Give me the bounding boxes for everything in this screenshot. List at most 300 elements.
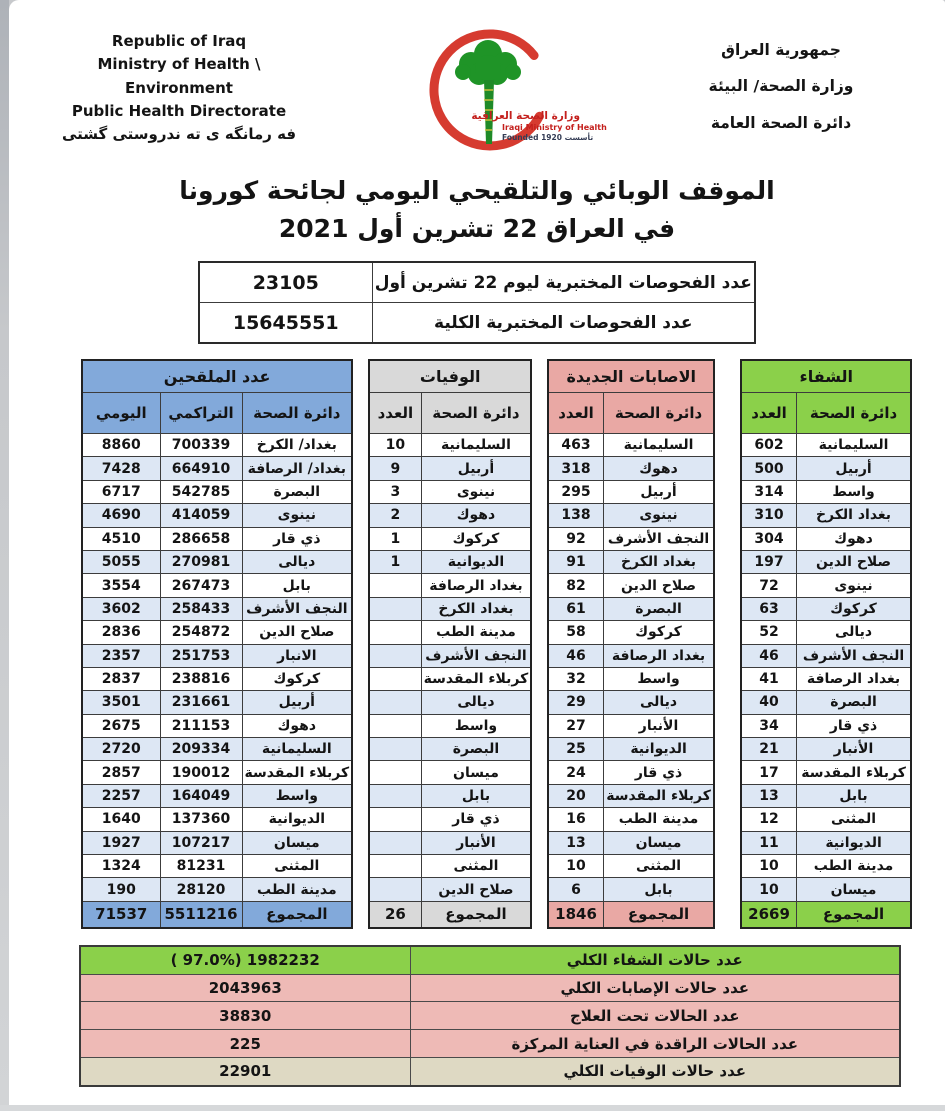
total-count-cell: 5511216 bbox=[160, 901, 242, 928]
daily-tests-value: 23105 bbox=[199, 262, 372, 303]
count-cell: 13 bbox=[741, 784, 796, 807]
table-row bbox=[82, 761, 352, 784]
governorate-cell: كركوك bbox=[421, 527, 531, 550]
governorate-cell: أربيل bbox=[421, 457, 531, 480]
governorate-cell: أربيل bbox=[796, 457, 911, 480]
count-cell: 2 bbox=[369, 504, 421, 527]
governorate-cell: المثنى bbox=[796, 808, 911, 831]
table-title: الاصابات الجديدة bbox=[548, 360, 714, 393]
summary-label-cell: عدد الحالات الراقدة في العناية المركزة bbox=[410, 1030, 900, 1058]
table-row bbox=[548, 574, 714, 597]
table-row bbox=[741, 691, 911, 714]
count-cell bbox=[369, 855, 421, 878]
governorate-cell: ميسان bbox=[603, 831, 714, 854]
count-cell: 1927 bbox=[82, 831, 160, 854]
total-count-cell: 26 bbox=[369, 901, 421, 928]
table-row bbox=[82, 434, 352, 457]
column-header: دائرة الصحة bbox=[242, 393, 352, 434]
summary-value-cell: 225 bbox=[80, 1030, 410, 1058]
count-cell: 25 bbox=[548, 738, 603, 761]
count-cell: 72 bbox=[741, 574, 796, 597]
governorate-cell: صلاح الدين bbox=[796, 550, 911, 573]
table-row bbox=[369, 621, 531, 644]
table-row bbox=[548, 597, 714, 620]
count-cell: 251753 bbox=[160, 644, 242, 667]
header-arabic-block bbox=[675, 32, 887, 141]
table-row bbox=[741, 878, 911, 901]
summary-label-cell: عدد حالات الوفيات الكلي bbox=[410, 1058, 900, 1086]
table-row bbox=[82, 457, 352, 480]
table-title-row bbox=[82, 360, 352, 393]
table-row bbox=[548, 527, 714, 550]
table-row bbox=[548, 738, 714, 761]
table-row bbox=[548, 855, 714, 878]
governorate-cell: دهوك bbox=[421, 504, 531, 527]
summary-value-cell: 38830 bbox=[80, 1002, 410, 1030]
governorate-cell: نينوى bbox=[242, 504, 352, 527]
new-cases-table bbox=[547, 359, 715, 929]
count-cell: 137360 bbox=[160, 808, 242, 831]
summary-row bbox=[80, 1058, 900, 1086]
summary-value-cell: 22901 bbox=[80, 1058, 410, 1086]
count-cell: 58 bbox=[548, 621, 603, 644]
table-row bbox=[741, 714, 911, 737]
governorate-tables bbox=[81, 359, 945, 929]
table-row bbox=[82, 831, 352, 854]
governorate-cell: كركوك bbox=[242, 667, 352, 690]
table-row bbox=[82, 550, 352, 573]
report-page bbox=[9, 0, 945, 1105]
table-row bbox=[369, 550, 531, 573]
table-row bbox=[741, 597, 911, 620]
governorate-cell: كربلاء المقدسة bbox=[603, 784, 714, 807]
count-cell bbox=[369, 761, 421, 784]
governorate-cell: بابل bbox=[421, 784, 531, 807]
count-cell: 310 bbox=[741, 504, 796, 527]
table-row bbox=[82, 691, 352, 714]
table-row bbox=[548, 434, 714, 457]
count-cell bbox=[369, 784, 421, 807]
count-cell: 138 bbox=[548, 504, 603, 527]
governorate-cell: ديالى bbox=[242, 550, 352, 573]
table-header-row bbox=[548, 393, 714, 434]
governorate-cell: النجف الأشرف bbox=[603, 527, 714, 550]
governorate-cell: بغداد/ الرصافة bbox=[242, 457, 352, 480]
governorate-cell: ديالى bbox=[796, 621, 911, 644]
count-cell: 4690 bbox=[82, 504, 160, 527]
governorate-cell: أربيل bbox=[603, 480, 714, 503]
governorate-cell: دهوك bbox=[242, 714, 352, 737]
governorate-cell: بابل bbox=[242, 574, 352, 597]
count-cell: 40 bbox=[741, 691, 796, 714]
count-cell: 2837 bbox=[82, 667, 160, 690]
governorate-cell: ميسان bbox=[421, 761, 531, 784]
table-row bbox=[741, 504, 911, 527]
logo-founded: Founded 1920 تأسست bbox=[502, 133, 594, 143]
governorate-cell: بغداد الكرخ bbox=[603, 550, 714, 573]
table-row bbox=[199, 262, 755, 303]
governorate-cell: بغداد/ الكرخ bbox=[242, 434, 352, 457]
count-cell: 24 bbox=[548, 761, 603, 784]
governorate-cell: كربلاء المقدسة bbox=[242, 761, 352, 784]
governorate-cell: البصرة bbox=[242, 480, 352, 503]
table-row bbox=[369, 761, 531, 784]
count-cell: 2257 bbox=[82, 784, 160, 807]
table-row bbox=[741, 434, 911, 457]
summary-label-cell: عدد حالات الإصابات الكلي bbox=[410, 974, 900, 1002]
table-header-row bbox=[369, 393, 531, 434]
count-cell: 542785 bbox=[160, 480, 242, 503]
governorate-cell: بابل bbox=[603, 878, 714, 901]
count-cell: 2836 bbox=[82, 621, 160, 644]
governorate-cell: مدينة الطب bbox=[603, 808, 714, 831]
governorate-cell: صلاح الدين bbox=[242, 621, 352, 644]
total-count-cell: 2669 bbox=[741, 901, 796, 928]
count-cell: 28120 bbox=[160, 878, 242, 901]
table-row bbox=[369, 574, 531, 597]
total-tests-value: 15645551 bbox=[199, 303, 372, 344]
governorate-cell: البصرة bbox=[796, 691, 911, 714]
governorate-cell: النجف الأشرف bbox=[796, 644, 911, 667]
summary-value-cell: 2043963 bbox=[80, 974, 410, 1002]
table-row bbox=[548, 550, 714, 573]
page-header bbox=[9, 0, 945, 166]
table-row bbox=[548, 504, 714, 527]
count-cell: 664910 bbox=[160, 457, 242, 480]
count-cell: 92 bbox=[548, 527, 603, 550]
count-cell bbox=[369, 878, 421, 901]
governorate-cell: بغداد الرصافة bbox=[421, 574, 531, 597]
count-cell bbox=[369, 738, 421, 761]
count-cell: 197 bbox=[741, 550, 796, 573]
table-total-row bbox=[548, 901, 714, 928]
table-row bbox=[82, 504, 352, 527]
column-header: دائرة الصحة bbox=[421, 393, 531, 434]
count-cell: 258433 bbox=[160, 597, 242, 620]
table-row bbox=[369, 784, 531, 807]
governorate-cell: كركوك bbox=[603, 621, 714, 644]
table-row bbox=[741, 667, 911, 690]
table-row bbox=[82, 784, 352, 807]
count-cell: 52 bbox=[741, 621, 796, 644]
table-title: الشفاء bbox=[741, 360, 911, 393]
logo-arabic-name: وزارة الصحة العراقية bbox=[471, 110, 580, 122]
table-header-row bbox=[82, 393, 352, 434]
count-cell: 238816 bbox=[160, 667, 242, 690]
table-title: عدد الملقحين bbox=[82, 360, 352, 393]
governorate-cell: المثنى bbox=[421, 855, 531, 878]
table-row bbox=[548, 480, 714, 503]
table-total-row bbox=[82, 901, 352, 928]
logo-english-name: Iraqi Ministry of Health bbox=[502, 123, 607, 133]
count-cell: 3602 bbox=[82, 597, 160, 620]
table-row bbox=[548, 831, 714, 854]
count-cell: 318 bbox=[548, 457, 603, 480]
crescent-palm-icon bbox=[408, 24, 607, 166]
count-cell: 20 bbox=[548, 784, 603, 807]
count-cell: 3 bbox=[369, 480, 421, 503]
count-cell bbox=[369, 574, 421, 597]
count-cell: 700339 bbox=[160, 434, 242, 457]
count-cell: 29 bbox=[548, 691, 603, 714]
governorate-cell: ديالى bbox=[421, 691, 531, 714]
governorate-cell: بابل bbox=[796, 784, 911, 807]
table-row bbox=[369, 597, 531, 620]
column-header: اليومي bbox=[82, 393, 160, 434]
table-row bbox=[369, 457, 531, 480]
count-cell: 2857 bbox=[82, 761, 160, 784]
table-total-row bbox=[741, 901, 911, 928]
totals-summary-table bbox=[79, 945, 901, 1087]
table-row bbox=[548, 761, 714, 784]
governorate-cell: السليمانية bbox=[603, 434, 714, 457]
count-cell: 91 bbox=[548, 550, 603, 573]
governorate-cell: بغداد الرصافة bbox=[796, 667, 911, 690]
count-cell: 2720 bbox=[82, 738, 160, 761]
governorate-cell: الديوانية bbox=[242, 808, 352, 831]
table-row bbox=[741, 761, 911, 784]
table-row bbox=[199, 303, 755, 344]
governorate-cell: الأنبار bbox=[421, 831, 531, 854]
governorate-cell: المثنى bbox=[242, 855, 352, 878]
governorate-cell: البصرة bbox=[421, 738, 531, 761]
governorate-cell: واسط bbox=[603, 667, 714, 690]
count-cell: 500 bbox=[741, 457, 796, 480]
count-cell: 164049 bbox=[160, 784, 242, 807]
count-cell: 6717 bbox=[82, 480, 160, 503]
table-row bbox=[369, 808, 531, 831]
governorate-cell: ذي قار bbox=[242, 527, 352, 550]
count-cell: 190 bbox=[82, 878, 160, 901]
count-cell: 314 bbox=[741, 480, 796, 503]
header-ar-line1: جمهورية العراق bbox=[721, 41, 841, 59]
table-row bbox=[741, 480, 911, 503]
header-ar-line3: دائرة الصحة العامة bbox=[710, 113, 852, 132]
count-cell: 295 bbox=[548, 480, 603, 503]
deaths-table bbox=[368, 359, 532, 929]
total-tests-label: عدد الفحوصات المختبرية الكلية bbox=[372, 303, 755, 344]
governorate-cell: دهوك bbox=[796, 527, 911, 550]
table-header-row bbox=[741, 393, 911, 434]
lab-tests-table bbox=[198, 261, 756, 344]
count-cell: 41 bbox=[741, 667, 796, 690]
count-cell: 10 bbox=[741, 878, 796, 901]
table-row bbox=[548, 667, 714, 690]
count-cell: 82 bbox=[548, 574, 603, 597]
count-cell: 10 bbox=[369, 434, 421, 457]
table-row bbox=[82, 855, 352, 878]
column-header: دائرة الصحة bbox=[796, 393, 911, 434]
governorate-cell: النجف الأشرف bbox=[242, 597, 352, 620]
governorate-cell: الديوانية bbox=[603, 738, 714, 761]
governorate-cell: أربيل bbox=[242, 691, 352, 714]
governorate-cell: مدينة الطب bbox=[421, 621, 531, 644]
count-cell: 190012 bbox=[160, 761, 242, 784]
summary-row bbox=[80, 1002, 900, 1030]
total-label-cell: المجموع bbox=[421, 901, 531, 928]
governorate-cell: ميسان bbox=[796, 878, 911, 901]
table-row bbox=[82, 738, 352, 761]
table-row bbox=[369, 855, 531, 878]
table-title: الوفيات bbox=[369, 360, 531, 393]
count-cell bbox=[369, 667, 421, 690]
governorate-cell: كركوك bbox=[796, 597, 911, 620]
count-cell: 46 bbox=[741, 644, 796, 667]
header-en-line2: Ministry of Health \ Environment bbox=[97, 55, 261, 97]
count-cell: 209334 bbox=[160, 738, 242, 761]
count-cell: 9 bbox=[369, 457, 421, 480]
total-label-cell: المجموع bbox=[796, 901, 911, 928]
vaccinated-table bbox=[81, 359, 353, 929]
table-row bbox=[548, 621, 714, 644]
count-cell: 21 bbox=[741, 738, 796, 761]
count-cell: 1 bbox=[369, 527, 421, 550]
governorate-cell: النجف الأشرف bbox=[421, 644, 531, 667]
governorate-cell: السليمانية bbox=[242, 738, 352, 761]
count-cell: 286658 bbox=[160, 527, 242, 550]
header-english-block bbox=[45, 30, 313, 146]
table-title-row bbox=[741, 360, 911, 393]
table-row bbox=[369, 504, 531, 527]
count-cell bbox=[369, 808, 421, 831]
count-cell: 3554 bbox=[82, 574, 160, 597]
report-title-line1: الموقف الوبائي والتلقيحي اليومي لجائحة كورونا bbox=[179, 176, 775, 205]
summary-row bbox=[80, 946, 900, 974]
photo-edge-left bbox=[0, 0, 9, 1111]
table-row bbox=[82, 574, 352, 597]
count-cell: 32 bbox=[548, 667, 603, 690]
count-cell: 46 bbox=[548, 644, 603, 667]
count-cell: 16 bbox=[548, 808, 603, 831]
count-cell: 254872 bbox=[160, 621, 242, 644]
governorate-cell: واسط bbox=[242, 784, 352, 807]
count-cell: 61 bbox=[548, 597, 603, 620]
table-row bbox=[741, 808, 911, 831]
governorate-cell: صلاح الدين bbox=[421, 878, 531, 901]
table-row bbox=[82, 621, 352, 644]
count-cell bbox=[369, 621, 421, 644]
governorate-cell: مدينة الطب bbox=[796, 855, 911, 878]
count-cell: 63 bbox=[741, 597, 796, 620]
header-en-line3: Public Health Directorate bbox=[71, 101, 287, 120]
count-cell: 27 bbox=[548, 714, 603, 737]
summary-value-cell: ( 97.0%) 1982232 bbox=[80, 946, 410, 974]
table-row bbox=[548, 714, 714, 737]
total-label-cell: المجموع bbox=[603, 901, 714, 928]
summary-label-cell: عدد حالات الشفاء الكلي bbox=[410, 946, 900, 974]
column-header: العدد bbox=[548, 393, 603, 434]
logo-text-block bbox=[471, 110, 607, 143]
governorate-cell: نينوى bbox=[603, 504, 714, 527]
header-en-line1: Republic of Iraq bbox=[111, 32, 247, 50]
table-row bbox=[82, 714, 352, 737]
header-kurdish-line: فه رمانگه ی ته ندروستی گشتی bbox=[61, 125, 297, 143]
count-cell: 107217 bbox=[160, 831, 242, 854]
total-label-cell: المجموع bbox=[242, 901, 352, 928]
table-row bbox=[82, 808, 352, 831]
table-row bbox=[741, 644, 911, 667]
table-row bbox=[369, 644, 531, 667]
summary-label-cell: عدد الحالات تحت العلاج bbox=[410, 1002, 900, 1030]
column-header: العدد bbox=[741, 393, 796, 434]
count-cell: 12 bbox=[741, 808, 796, 831]
governorate-cell: نينوى bbox=[796, 574, 911, 597]
table-total-row bbox=[369, 901, 531, 928]
table-row bbox=[82, 667, 352, 690]
table-row bbox=[741, 574, 911, 597]
table-row bbox=[369, 738, 531, 761]
table-row bbox=[741, 621, 911, 644]
count-cell: 1324 bbox=[82, 855, 160, 878]
table-row bbox=[741, 784, 911, 807]
table-row bbox=[548, 691, 714, 714]
table-row bbox=[369, 691, 531, 714]
table-row bbox=[82, 878, 352, 901]
governorate-cell: بغداد الكرخ bbox=[421, 597, 531, 620]
count-cell: 11 bbox=[741, 831, 796, 854]
governorate-cell: الديوانية bbox=[421, 550, 531, 573]
governorate-cell: ذي قار bbox=[603, 761, 714, 784]
table-row bbox=[548, 784, 714, 807]
count-cell: 13 bbox=[548, 831, 603, 854]
count-cell: 81231 bbox=[160, 855, 242, 878]
table-title-row bbox=[548, 360, 714, 393]
count-cell: 304 bbox=[741, 527, 796, 550]
table-row bbox=[82, 527, 352, 550]
governorate-cell: البصرة bbox=[603, 597, 714, 620]
table-row bbox=[369, 714, 531, 737]
count-cell: 211153 bbox=[160, 714, 242, 737]
count-cell: 8860 bbox=[82, 434, 160, 457]
summary-row bbox=[80, 1030, 900, 1058]
table-row bbox=[548, 644, 714, 667]
governorate-cell: ذي قار bbox=[796, 714, 911, 737]
daily-tests-label: عدد الفحوصات المختبرية ليوم 22 تشرين أول bbox=[372, 262, 755, 303]
ministry-logo bbox=[408, 24, 607, 166]
count-cell: 602 bbox=[741, 434, 796, 457]
report-title-line2: في العراق 22 تشرين أول 2021 bbox=[278, 213, 676, 243]
governorate-cell: الديوانية bbox=[796, 831, 911, 854]
governorate-cell: الأنبار bbox=[603, 714, 714, 737]
count-cell: 4510 bbox=[82, 527, 160, 550]
table-row bbox=[369, 667, 531, 690]
count-cell: 270981 bbox=[160, 550, 242, 573]
governorate-cell: مدينة الطب bbox=[242, 878, 352, 901]
summary-row bbox=[80, 974, 900, 1002]
count-cell: 3501 bbox=[82, 691, 160, 714]
count-cell: 5055 bbox=[82, 550, 160, 573]
table-row bbox=[82, 644, 352, 667]
governorate-cell: السليمانية bbox=[421, 434, 531, 457]
count-cell bbox=[369, 714, 421, 737]
count-cell: 463 bbox=[548, 434, 603, 457]
count-cell: 10 bbox=[548, 855, 603, 878]
column-header: التراكمي bbox=[160, 393, 242, 434]
governorate-cell: كربلاء المقدسة bbox=[796, 761, 911, 784]
table-row bbox=[369, 480, 531, 503]
report-title bbox=[9, 172, 945, 247]
count-cell: 414059 bbox=[160, 504, 242, 527]
governorate-cell: صلاح الدين bbox=[603, 574, 714, 597]
header-ar-line2: وزارة الصحة/ البيئة bbox=[708, 77, 854, 96]
table-row bbox=[548, 457, 714, 480]
table-row bbox=[82, 597, 352, 620]
governorate-cell: المثنى bbox=[603, 855, 714, 878]
table-row bbox=[82, 480, 352, 503]
table-row bbox=[548, 878, 714, 901]
count-cell bbox=[369, 597, 421, 620]
recovered-table bbox=[740, 359, 912, 929]
